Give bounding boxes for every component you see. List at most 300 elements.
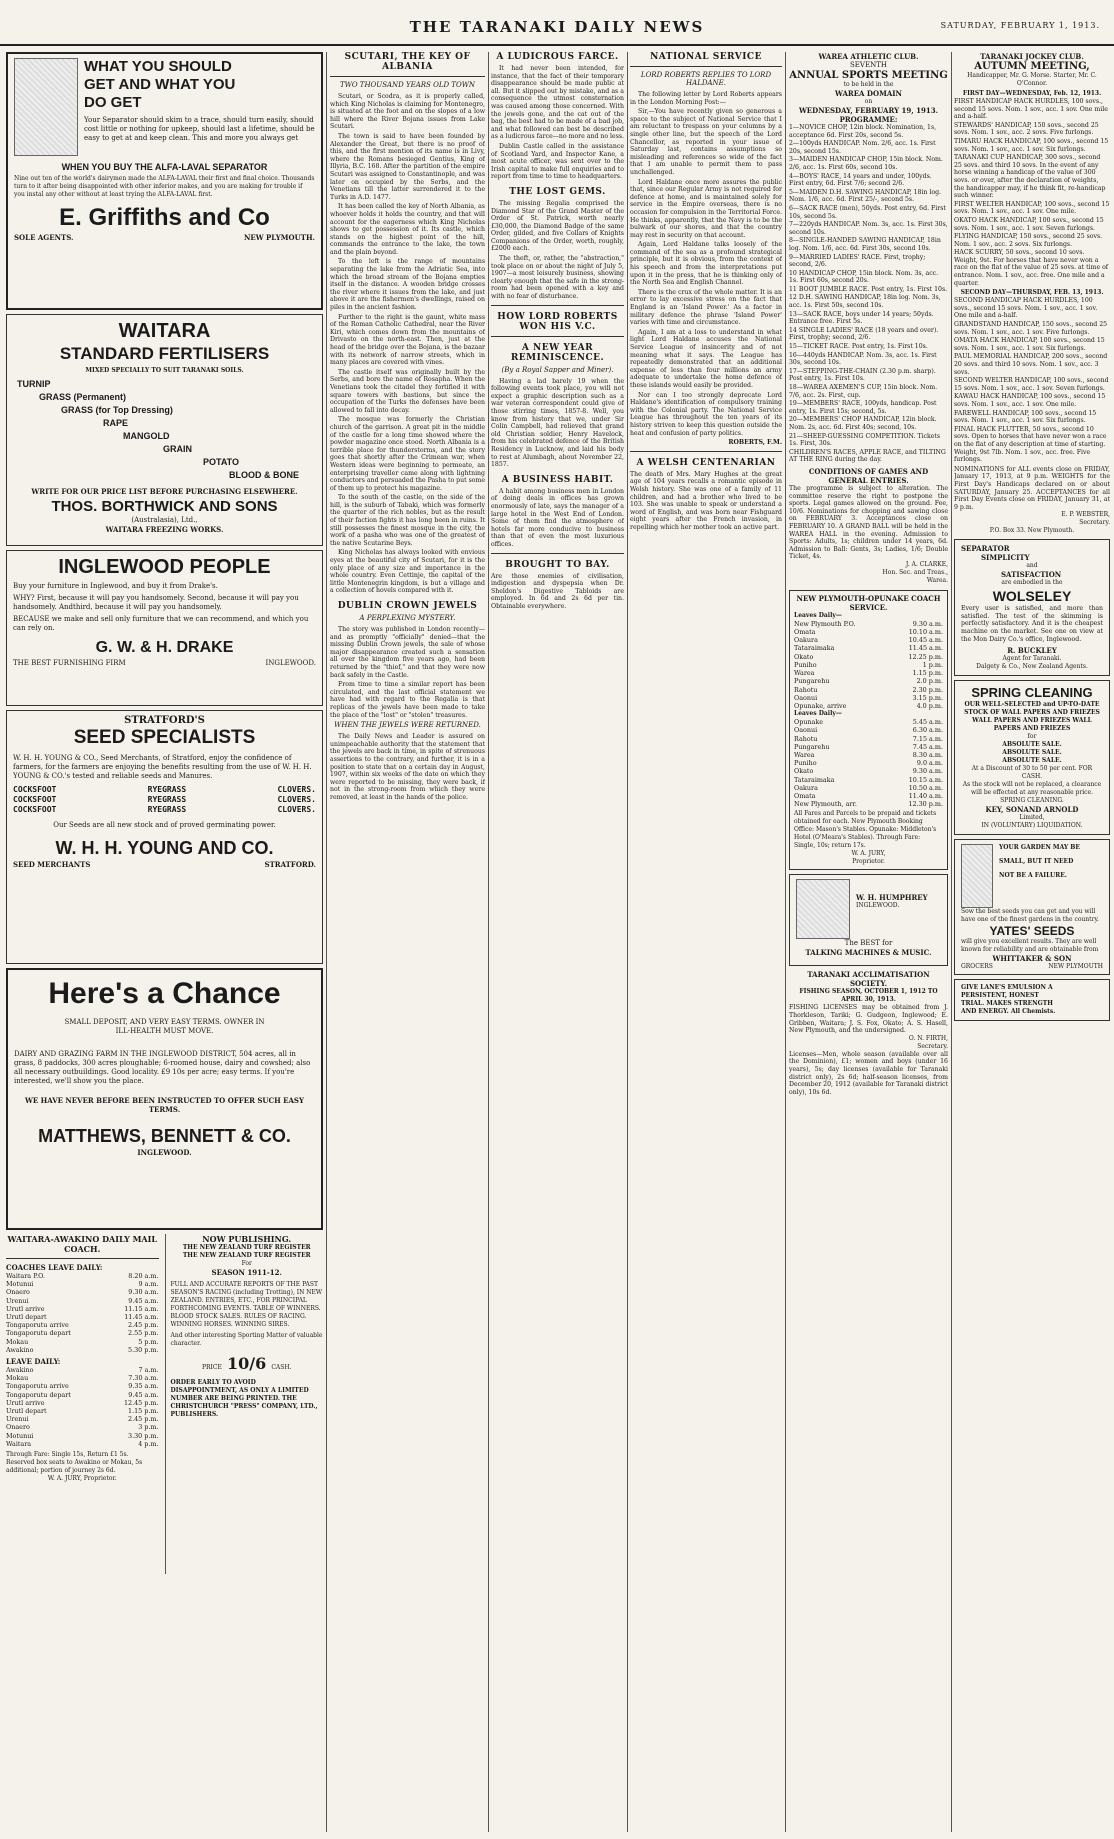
farce-article	[491, 65, 624, 181]
timetable-time: 11.45 a.m.	[908, 644, 943, 653]
fertiliser-item: BLOOD & BONE	[229, 470, 300, 480]
inglewood-why: WHY? First, because it will pay you handsomely. Second, because it will pay you handsomely. Andthird, because it will pay you handsomely.	[13, 594, 299, 611]
timetable-stop: New Plymouth, arr.	[794, 800, 857, 809]
timetable-row	[794, 751, 943, 759]
whittaker-grocers: GROCERS	[961, 963, 993, 971]
timetable-row	[794, 661, 943, 669]
alfa-body: Your Separator should skim to a trace, should turn easily, should cost little or nothing for upkeep, should last a lifetime, should be easy to get at and keep clean. This and more you always get	[84, 116, 315, 142]
column-rule	[627, 52, 628, 1832]
timetable-stop: Motunui	[6, 1431, 34, 1440]
vc-article	[491, 378, 624, 469]
masthead	[0, 18, 1114, 46]
timetable-stop: Tongaporutu depart	[6, 1329, 71, 1338]
dublin-headline: DUBLIN CROWN JEWELS	[337, 601, 478, 611]
lane-line-1: GIVE LANE'S EMULSION A	[961, 984, 1053, 992]
sports-sign-2: Hon. Sec. and Treas.,	[882, 568, 948, 576]
column-news	[491, 52, 624, 1834]
timetable-stop: Tongaporutu arrive	[6, 1321, 69, 1330]
alfa-headline-3: DO GET	[84, 94, 142, 111]
opunake-title: NEW PLYMOUTH-OPUNAKE COACH SERVICE.	[796, 593, 941, 612]
timetable-time: 9.35 a.m.	[128, 1382, 159, 1391]
column-scutari	[330, 52, 485, 1834]
jockey-sign: E. P. WEBSTER,	[1061, 511, 1110, 519]
timetable-row	[794, 644, 943, 652]
coach-leave: COACHES LEAVE DAILY:	[6, 1263, 103, 1272]
timetable-stop: Warea	[794, 750, 815, 759]
timetable-stop: Omata	[794, 791, 816, 800]
timetable-stop: Urutl depart	[6, 1407, 47, 1416]
opunake-note: All Fares and Parcels to be prepaid and tickets obtained for each. New Plymouth Booking Office: Mason's Stables. Opunake: Middleton's Hotel (O'Meara's Stables). Through Fare: Single, 10s; return 17s.	[794, 810, 937, 850]
acclimatisation-ad	[789, 970, 948, 1096]
opunake-coach-ad	[789, 590, 948, 870]
wolseley-embodied: are embodied in the	[1001, 579, 1063, 587]
seed-title: STRATFORD'S	[124, 715, 205, 726]
waitara-title: WAITARA	[118, 320, 211, 342]
farce-paragraph: Dublin Castle called in the assistance of Scotland Yard, and Inspector Kane, a most acute officer, was sent over to the Irish capital to make full enquiries and to report from time to time to headquarters.	[491, 142, 624, 181]
opunake-leave-2: Leaves Daily—	[794, 710, 842, 718]
gramophone-illustration	[796, 879, 850, 939]
timetable-stop: Tataraimaka	[794, 644, 835, 653]
business-headline: A BUSINESS HABIT.	[501, 474, 614, 485]
inglewood-title: INGLEWOOD PEOPLE	[58, 556, 271, 578]
timetable-stop: Opunake, arrive	[794, 701, 847, 710]
sports-sign: J. A. CLARKE,	[905, 560, 948, 568]
timetable-time: 9 a.m.	[138, 1280, 159, 1289]
sports-event: 7—220yds HANDICAP. Nom. 3s, acc. 1s. First 30s, second 10s.	[789, 221, 948, 236]
service-paragraph: Again, I am at a loss to understand in what light Lord Haldane accuses the National Service League of insincerity and of not meaning what it says. The League has repeatedly demonstrated that an additional expense of less than four millions an army adequate to undertake the home defence of these islands would easily be provided.	[630, 328, 782, 389]
sports-event: 20—MEMBERS' CHOP HANDICAP, 12in block. Nom. 2s, acc. 6d. First 40s; second, 10s.	[789, 416, 937, 431]
waitara-fertilisers-ad	[6, 314, 323, 546]
turf-price-cash: CASH.	[271, 1364, 292, 1371]
timetable-row	[794, 726, 943, 734]
lanes-emulsion-ad	[954, 979, 1110, 1021]
sports-event: 1—NOVICE CHOP, 12in block. Nomination, 1s, acceptance 6d. First 20s, second 5s.	[789, 124, 937, 139]
welsh-headline: A WELSH CENTENARIAN	[636, 457, 776, 468]
drake-firm-right: INGLEWOOD.	[265, 659, 316, 667]
timetable-row	[6, 1382, 159, 1390]
sports-date: WEDNESDAY, FEBRUARY 19, 1913.	[798, 106, 939, 115]
yates-sow: Sow the best seeds you can get and you will have one of the finest gardens in the country.	[961, 908, 1099, 924]
timetable-time: 11.45 a.m.	[124, 1313, 159, 1322]
fertiliser-item: GRASS (Permanent)	[39, 392, 127, 402]
jockey-day-1: FIRST DAY—WEDNESDAY, Feb. 12, 1913.	[962, 90, 1102, 97]
yates-small: SMALL, BUT IT NEED	[999, 858, 1074, 866]
spring-for: for	[1027, 733, 1037, 741]
brought-headline: BROUGHT TO BAY.	[505, 559, 610, 570]
young-firm-right: STRATFORD.	[264, 860, 316, 869]
sports-event: 13—SACK RACE, boys under 14 years; 50yds. Entrance free. First 5s.	[789, 310, 934, 326]
lane-line-2: PERSISTENT, HONEST	[961, 992, 1039, 1000]
seed-row	[13, 785, 316, 795]
timetable-row	[794, 767, 943, 775]
farce-paragraph: It had never been intended, for instance, that the fact of their temporary disappearance should be made public at all. But it slipped out by mistake, and as a consequence the utmost consternation was caused among those concerned. With the jewels gone, and the cat out of the bag, the best had to be made of a bad job, and what followed can best be described as a ludicrous farce—no more and no less.	[491, 65, 624, 141]
timetable-time: 10.15 a.m.	[908, 775, 943, 784]
sports-title: ANNUAL SPORTS MEETING	[789, 70, 948, 81]
jockey-nominations: NOMINATIONS for ALL events close on FRIDAY, January 17, 1913, at 9 p.m. WEIGHTS for the First Day's Handicaps declared on or about SATURDAY, January 25. ACCEPTANCES for all First Day Events close on FRIDAY, January 31, at 9 p.m.	[954, 465, 1110, 511]
timetable-stop: Pungarehu	[794, 742, 830, 751]
timetable-stop: Okato	[794, 767, 814, 776]
seed-specialists-ad	[6, 710, 323, 964]
coach-timetable	[6, 1272, 159, 1354]
race-event: OMATA HACK HANDICAP, 100 sovs., second 15 sovs. Nom. 1 sov., acc. 1 sov. Six furlongs.	[954, 337, 1105, 352]
borthwick-sub: (Australasia), Ltd.,	[131, 516, 198, 524]
column-national-service	[630, 52, 782, 1834]
race-event: OKATO HACK HANDICAP, 100 sovs., second 15 sovs. Nom. 1 sov., acc. 1 sov. Seven furlongs.	[954, 216, 1104, 232]
timetable-row	[6, 1440, 159, 1448]
timetable-row	[794, 653, 943, 661]
coach-fares: Through Fare: Single 15s, Return £1 5s. Reserved box seats to Awakino or Mokau, 5s additional; portion of journey 2s 6d.	[6, 1451, 143, 1475]
waitara-title-2: STANDARD FERTILISERS	[59, 344, 270, 363]
masthead-date: SATURDAY, FEBRUARY 1, 1913.	[940, 21, 1100, 30]
timetable-stop: Onaero	[6, 1423, 30, 1432]
timetable-row	[794, 718, 943, 726]
race-event: TARANAKI CUP HANDICAP, 300 sovs., second 25 sovs. and third 10 sovs. In the event of any horse winning a handicap of the value of 300 sovs. or over, after the declaration of weights, the handicapper may, if he think fit, re-handicap such winner.	[954, 154, 1106, 200]
turf-order: ORDER EARLY TO AVOID DISAPPOINTMENT, AS ONLY A LIMITED NUMBER ARE BEING PRINTED. THE CHRISTCHURCH "PRESS" COMPANY, LTD., PUBLISHERS.	[170, 1379, 318, 1418]
timetable-row	[6, 1366, 159, 1374]
seed-cell: COCKSFOOT	[13, 795, 57, 804]
opunake-timetable-return	[794, 718, 943, 808]
yates-garden: YOUR GARDEN MAY BE	[999, 844, 1080, 852]
timetable-stop: Waitara	[6, 1439, 32, 1448]
service-paragraph: Nor can I too strongly deprecate Lord Haldane's identification of compulsory training with the Colonial party. The National Service League has throughout the ten years of its history striven to keep this question outside the heat and confusion of party politics.	[630, 391, 782, 437]
timetable-row	[6, 1321, 159, 1329]
timetable-row	[794, 759, 943, 767]
seed-stock: Our Seeds are all new stock and of proved germinating power.	[53, 821, 276, 829]
gardener-illustration	[961, 844, 993, 908]
timetable-stop: Mokau	[6, 1374, 29, 1383]
sports-event: 8—SINGLE-HANDED SAWING HANDICAP, 18in log. Nom. 1/6, acc. 6d. First 30s, second 10s.	[789, 237, 941, 252]
timetable-time: 9.45 a.m.	[128, 1390, 159, 1399]
race-event: KAWAU HACK HANDICAP, 100 sovs., second 15 sovs. Nom. 1 sov., acc. 1 sov. One mile.	[954, 393, 1106, 408]
timetable-row	[6, 1346, 159, 1354]
scutari-paragraph: The castle itself was originally built by the Serbs, and bore the name of Rosapha. When the Venetians took the citadel they fortified it with square towers with bastions, but since the occupation of the Turks the defenses have been allowed to fall into decay.	[330, 368, 485, 414]
coach-title: WAITARA-AWAKINO DAILY MAIL COACH.	[7, 1234, 157, 1254]
vc-paragraph: Having a lad barely 19 when the following events took place, you will not expect a graphic description such as a war veteran correspondent could give of those stirring times, 1857-8. Well, you know from history that we, under Sir Colin Campbell, had relieved that grand old Christian soldier, Henry Havelock, from his celebrated defence of the British Residency in Lucknow, and laid his body to rest at Alumbagh, about November 22, 1857.	[491, 377, 624, 469]
turf-body: FULL AND ACCURATE REPORTS OF THE PAST SEASON'S RACING (including Trotting), IN NEW ZEALAND. ENTRIES, ETC., FOR PRINCIPAL FORTHCOMING EVENTS. TABLE OF WINNERS. BLOOD STOCK SALES. RULES OF RACING. WINNING HORSES. WINNING SIRES.	[170, 1281, 323, 1328]
timetable-time: 1 p.m.	[922, 660, 943, 669]
timetable-stop: Pungarehu	[794, 677, 830, 686]
seed-cell: RYEGRASS	[147, 805, 187, 814]
seed-cell: COCKSFOOT	[13, 785, 57, 794]
spring-abs: ABSOLUTE SALE.	[1002, 741, 1062, 749]
timetable-row	[794, 735, 943, 743]
timetable-row	[6, 1329, 159, 1337]
timetable-time: 9.30 a.m.	[128, 1288, 159, 1297]
sports-event: 19—MEMBERS' RACE, 100yds, handicap. Post entry, 1s. First 15s; second, 5s.	[789, 400, 937, 415]
humphrey-town: INGLEWOOD.	[856, 902, 900, 910]
fertiliser-item: GRAIN	[163, 444, 192, 454]
coach-proprietor: W. A. JURY, Proprietor.	[47, 1475, 117, 1483]
acclim-season: FISHING SEASON, OCTOBER 1, 1912 TO APRIL 30, 1913.	[799, 988, 938, 1004]
sports-event: 11 BOOT JUMBLE RACE. Post entry, 1s. First 10s.	[789, 285, 948, 293]
timetable-stop: Omata	[794, 628, 816, 637]
timetable-row	[794, 620, 943, 628]
reminiscence-byline: (By a Royal Sapper and Miner).	[501, 365, 614, 374]
waitara-write: WRITE FOR OUR PRICE LIST BEFORE PURCHASING ELSEWHERE.	[31, 487, 298, 496]
seed-cell: CLOVERS.	[277, 805, 316, 814]
chance-never: WE HAVE NEVER BEFORE BEEN INSTRUCTED TO OFFER SUCH EASY TERMS.	[25, 1096, 304, 1114]
separator-illustration	[14, 58, 78, 156]
timetable-row	[6, 1415, 159, 1423]
timetable-time: 2.45 p.m.	[128, 1321, 159, 1330]
race-event: FLYING HANDICAP, 150 sovs., second 25 sovs. Nom. 1 sov., acc. 2 sovs. Six furlongs.	[954, 233, 1103, 248]
timetable-time: 3.30 p.m.	[128, 1431, 159, 1440]
timetable-time: 7.15 a.m.	[912, 734, 943, 743]
griffiths-firm: E. Griffiths and Co	[59, 204, 270, 231]
sports-event: 21—SHEEP-GUESSING COMPETITION. Tickets 1s. First, 30s.	[789, 432, 941, 448]
scutari-headline: SCUTARI, THE KEY OF ALBANIA	[344, 52, 471, 72]
dublin-paragraph: From time to time a similar report has been circulated, and the last official statement we have had with regard to the Regalia is that replicas of the jewels have been made to take the place of the "lost" or "stolen" treasures.	[330, 681, 485, 719]
fertiliser-item: MANGOLD	[123, 431, 170, 441]
service-paragraph: The following letter by Lord Roberts appears in the London Morning Post:—	[630, 91, 782, 106]
wolseley-ad	[954, 539, 1110, 676]
borthwick-firm: THOS. BORTHWICK AND SONS	[51, 498, 278, 515]
inglewood-people-ad	[6, 550, 323, 706]
timetable-stop: Urutl depart	[6, 1313, 47, 1322]
timetable-stop: Urutl arrive	[6, 1304, 45, 1313]
sports-event: 14 SINGLE LADIES' RACE (18 years and over). First, trophy; second, 2/6.	[789, 326, 939, 342]
sports-on: on	[864, 98, 873, 105]
timetable-time: 9.45 a.m.	[128, 1296, 159, 1305]
sports-event: 6—SACK RACE (men), 50yds. Post entry, 6d. First 10s, second 5s.	[789, 204, 946, 220]
timetable-stop: Opunake	[794, 718, 824, 727]
yates-seeds-ad	[954, 839, 1110, 975]
lane-line-3: TRIAL. MAKES STRENGTH	[961, 1000, 1053, 1008]
young-firm: W. H. H. YOUNG AND CO.	[55, 838, 274, 858]
turf-reg-2: THE NEW ZEALAND TURF REGISTER	[182, 1252, 311, 1259]
humphrey-item: TALKING MACHINES & MUSIC.	[805, 948, 932, 958]
opunake-timetable	[794, 620, 943, 710]
business-article	[491, 488, 624, 549]
jockey-staff: Handicapper, Mr. G. Morse. Starter, Mr. C. O'Connor.	[967, 72, 1097, 87]
alfa-agents: SOLE AGENTS.	[14, 233, 74, 242]
key-firm: KEY, SONAND ARNOLD	[985, 805, 1079, 815]
service-subhead: LORD ROBERTS REPLIES TO LORD HALDANE.	[640, 71, 772, 87]
wolseley-body: Every user is satisfied, and more than satisfied. The test of the skimming is perfectly satisfactory. And it is the cheapest machine on the market. See one on view at the Mon Dairy Co.'s office, Inglewood.	[961, 605, 1103, 643]
seed-title-2: SEED SPECIALISTS	[73, 727, 256, 748]
acclim-sign-2: Secretary.	[917, 1042, 948, 1050]
sports-event: 5—MAIDEN D.H. SAWING HANDICAP, 18in log. Nom. 1/6, acc. 6d. First 25/-, second 5s.	[789, 188, 942, 204]
timetable-row	[6, 1313, 159, 1321]
timetable-time: 3.15 p.m.	[912, 693, 943, 702]
gems-paragraph: The missing Regalia comprised the Diamond Star of the Grand Master of the Order of St. Patrick, worth nearly £30,000, the Diamond Badge of the same Order, gilded, and five Collars of Knights Companions of the Order, worth, roughly, £2000 each.	[491, 199, 624, 253]
opunake-sign: W. A. JURY,	[851, 850, 886, 858]
jockey-events-day-1	[954, 98, 1110, 287]
timetable-row	[6, 1297, 159, 1305]
yates-body: will give you excellent results. They are well known for reliability and are obtainable from	[961, 938, 1099, 954]
timetable-stop: Oakura	[794, 636, 818, 645]
column-rule	[785, 52, 786, 1832]
inglewood-line1: Buy your furniture in Inglewood, and buy it from Drake's.	[13, 582, 218, 590]
fertiliser-item: TURNIP	[17, 379, 51, 389]
sports-sub: to be held in the	[843, 81, 894, 88]
chance-terms: SMALL DEPOSIT, AND VERY EASY TERMS. OWNER IN ILL-HEALTH MUST MOVE.	[64, 1018, 265, 1035]
seed-cell: RYEGRASS	[147, 795, 187, 804]
sports-event: 10 HANDICAP CHOP, 15in block. Nom. 3s, acc. 1s. First 60s, second 20s.	[789, 269, 939, 285]
service-paragraph: There is the crux of the whole matter. It is an error to lay excessive stress on the fact that England is an 'Island Power.' As a factor in military defence the phrase 'Island Power' varies with time and circumstance.	[630, 288, 782, 327]
timetable-time: 9.30 a.m.	[912, 767, 943, 776]
scutari-paragraph: To the left is the range of mountains separating the lake from the Adriatic Sea, into which the broad stream of the Bojana empties itself in the distance. A wooden bridge crosses the river where it issues from the lake, and just above it are the fishermen's dwellings, raised on piles in the ancient fashion.	[330, 258, 485, 312]
column-advertisements	[6, 52, 323, 1834]
opunake-leave: Leaves Daily—	[794, 611, 842, 619]
alfa-headline-1: WHAT YOU SHOULD	[84, 58, 232, 75]
farce-headline: A LUDICROUS FARCE.	[496, 52, 619, 62]
sports-programme: PROGRAMME:	[839, 115, 898, 124]
seed-cell: CLOVERS.	[277, 795, 316, 804]
timetable-time: 5 p.m.	[138, 1337, 159, 1346]
service-signature: ROBERTS, F.M.	[728, 439, 782, 447]
timetable-stop: Awakino	[6, 1345, 34, 1354]
waitara-sub: MIXED SPECIALLY TO SUIT TARANAKI SOILS.	[85, 367, 244, 374]
seed-body: W. H. H. YOUNG & CO., Seed Merchants, of Stratford, enjoy the confidence of farmers, for the farmers are enjoying the benefits resulting from the use of W. H. H. YOUNG & CO.'s tested and reliable seeds and Manures.	[13, 754, 312, 780]
timetable-stop: Tongaporutu depart	[6, 1390, 71, 1399]
spring-well: OUR WELL-SELECTED and UP-TO-DATE STOCK OF WALL PAPERS AND FRIEZES WALL PAPERS AND FRIEZES WALL PAPERS AND FRIEZES	[964, 701, 1100, 733]
acclim-sign: O. N. FIRTH,	[908, 1034, 948, 1042]
wolseley-line-1: SEPARATOR	[961, 544, 1010, 554]
race-event: FIRST HANDICAP HACK HURDLES, 100 sovs., second 15 sovs. Nom. 1 sov., acc. 1 sov. One mile and a-half.	[954, 98, 1108, 121]
turf-price	[171, 1354, 324, 1373]
sports-event: 15—TICKET RACE. Post entry, 1s. First 10s.	[789, 343, 928, 351]
waitara-coach-ad	[6, 1234, 159, 1574]
timetable-time: 11.40 a.m.	[908, 791, 943, 800]
sports-conditions: CONDITIONS OF GAMES AND GENERAL ENTRIES.	[808, 466, 929, 485]
masthead-title: THE TARANAKI DAILY NEWS	[409, 18, 705, 36]
waitara-works: WAITARA FREEZING WORKS.	[105, 525, 224, 534]
matthews-firm: MATTHEWS, BENNETT & CO.	[38, 1126, 291, 1146]
matthews-town: INGLEWOOD.	[137, 1148, 192, 1157]
lane-line-4: AND ENERGY. All Chemists.	[961, 1008, 1056, 1016]
fertiliser-list	[13, 378, 316, 482]
timetable-time: 10.45 a.m.	[908, 636, 943, 645]
gems-article	[491, 200, 624, 301]
scutari-paragraph: It has been called the key of North Albania, as whoever holds it holds the country, and that will account for the eagerness which King Nicholas shows to get possession of it. Its castle, which stands on the highest point of the hill, commands the entrance to the lake, the town and the plain beyond.	[330, 203, 485, 256]
timetable-stop: Waitara P.O.	[6, 1272, 46, 1280]
race-event: HACK SCURRY, 50 sovs., second 10 sovs. Weight, 9st. For horses that have never won a race on the flat of the value of 25 sovs. at time of entrance. Nom. 1 sov., acc. free. One mile and a quarter.	[954, 249, 1109, 287]
wolseley-dalgety: Dalgety & Co., New Zealand Agents.	[976, 663, 1088, 671]
timetable-row	[794, 776, 943, 784]
young-firm-left: SEED MERCHANTS	[13, 860, 91, 869]
gems-headline: THE LOST GEMS.	[509, 186, 606, 197]
sports-event: 9—MARRIED LADIES' RACE. First, trophy; second, 2/6.	[789, 253, 926, 269]
timetable-row	[6, 1338, 159, 1346]
sports-event: 12 D.H. SAWING HANDICAP, 18in log. Nom. 3s, acc. 1s. First 50s, second 10s.	[789, 294, 941, 310]
sports-place: WAREA DOMAIN	[835, 89, 902, 98]
column-rule	[326, 52, 327, 1832]
dublin-subhead: A PERPLEXING MYSTERY.	[359, 614, 456, 622]
timetable-stop: Urutl arrive	[6, 1398, 45, 1407]
opunake-sign-2: Proprietor.	[852, 858, 885, 866]
dublin-paragraph: The Daily News and Leader is assured on unimpeachable authority that the statement that the jewels are back in time, in spite of strenuous assertions to the contrary, and further, it is in a position to state that on a certain day in August, 1907, within six weeks of the date on which they were reported to be missing, they were back, if not in the strong-room from which they were removed, at least in the hands of the police.	[330, 733, 485, 801]
race-event: STEWARDS' HANDICAP, 150 sovs., second 25 sovs. Nom. 1 sov., acc. 2 sovs. Five furlongs.	[954, 121, 1099, 137]
jockey-title-2: AUTUMN MEETING,	[974, 61, 1090, 72]
scutari-paragraph: King Nicholas has always looked with envious eyes at the beautiful city of Scutari, for it is the only place of any size and importance in the whole country. Even Cettinje, the capital of the little Montenegrin kingdom, is but a village and a collection of hovels compared with it.	[330, 549, 485, 595]
coach-turf-row	[6, 1234, 323, 1574]
coach-leave-2: LEAVE DAILY:	[6, 1357, 61, 1367]
timetable-row	[794, 677, 943, 685]
spring-abs: ABSOLUTE SALE.	[1002, 757, 1062, 765]
scutari-article	[330, 93, 485, 595]
humphrey-ad	[789, 874, 948, 966]
scutari-paragraph: Further to the right is the gaunt, white mass of the Roman Catholic Cathedral, near the River Kiri, which comes down from the mountains of Drivasto on the north-east. Then, just at the head of the bridge over the Bojana, is the bazaar with its network of narrow streets, which in many places are covered with vines.	[330, 313, 485, 367]
service-paragraph: Again, Lord Haldane talks loosely of the command of the sea as a profound strategical principle, but it is obvious, from the context of his speech and from the interpretations put upon it in the press, that he is thinking only of the North Sea and English Channel.	[630, 241, 782, 287]
timetable-time: 4 p.m.	[138, 1439, 159, 1448]
column-jockey-club	[954, 52, 1110, 1834]
alfa-slogan: WHEN YOU BUY THE ALFA-LAVAL SEPARATOR	[61, 162, 268, 172]
timetable-time: 2.45 p.m.	[128, 1415, 159, 1424]
sports-event: CHILDREN'S RACES, APPLE RACE, and TILTING AT THE RING during the day.	[789, 448, 946, 464]
wolseley-line-3: SATISFACTION	[1001, 570, 1062, 580]
scutari-paragraph: The mosque was formerly the Christian church of the garrison. A great pit in the middle of the castle for a long time showed where the powder magazine once stood. North Albania is a terrible place for thunderstorms, and the story goes that shortly after the Crimean war, when Western ideas were beginning to permeate, an enterprising traveller came along with lightning conductors and persuaded the Pasha to put some of them up to protect his magazine.	[330, 416, 485, 492]
timetable-time: 2.30 p.m.	[912, 685, 943, 694]
timetable-time: 5.30 p.m.	[128, 1345, 159, 1354]
fertiliser-item: RAPE	[103, 418, 129, 428]
timetable-time: 11.15 a.m.	[124, 1304, 159, 1313]
whittaker-town: NEW PLYMOUTH	[1048, 963, 1103, 971]
business-paragraph: A habit among business men in London of doing deals in offices has grown enormously of late, says the manager of a large hotel in the West End of London. Some of them find the atmosphere of hotels far more conducive to business than that of even the most luxurious offices.	[491, 487, 624, 548]
chance-title: Here's a Chance	[48, 977, 281, 1010]
coach-timetable-return	[6, 1366, 159, 1448]
timetable-row	[794, 669, 943, 677]
wolseley-line-2: SIMPLICITY	[981, 553, 1030, 563]
drake-firm: G. W. & H. DRAKE	[95, 639, 234, 656]
service-paragraph: Sir,—You have recently given so generous a space to the subject of National Service that I am reluctant to trespass on your columns by a single other line, but the speech of the Lord Chancellor, as reported in your issue of Saturday last, contains assumptions so misleading and references so wide of the fact that I am unable to permit them to pass unchallenged.	[630, 108, 782, 176]
spring-abs: ABSOLUTE SALE.	[1002, 749, 1062, 757]
timetable-row	[794, 792, 943, 800]
timetable-time: 12.25 p.m.	[908, 652, 943, 661]
scutari-paragraph: To the south of the castle, on the side of the hill, is the suburb of Tabaki, which was formerly the quarter of the rich nobles, but as the result of their faction fights it has long been in ruins. It still possesses the finest mosque in the city, the work of a pasha who was one of the greatest of the native Scutarine Beys.	[330, 494, 485, 547]
turf-price-label: PRICE	[201, 1364, 222, 1371]
column-sports	[789, 52, 948, 1834]
jockey-day-2: SECOND DAY—THURSDAY, FEB. 13, 1913.	[960, 289, 1104, 297]
timetable-stop: Mokau	[6, 1337, 29, 1346]
timetable-stop: Oaonui	[794, 726, 818, 735]
sports-events	[789, 124, 948, 464]
timetable-time: 2.55 p.m.	[128, 1329, 159, 1338]
sports-sign-3: Warea.	[926, 576, 948, 584]
spring-sc: SPRING CLEANING.	[1000, 797, 1064, 805]
jockey-box: P.O. Box 33. New Plymouth.	[989, 527, 1075, 535]
sports-club: WAREA ATHLETIC CLUB.	[818, 52, 919, 61]
turf-season: SEASON 1911-12.	[211, 1268, 282, 1277]
acclim-title: TARANAKI ACCLIMATISATION SOCIETY.	[807, 970, 930, 989]
seed-cell: COCKSFOOT	[13, 805, 57, 814]
timetable-row	[794, 743, 943, 751]
seed-row	[13, 795, 316, 805]
timetable-time: 8.20 a.m.	[128, 1272, 159, 1280]
gems-paragraph: The theft, or, rather, the "abstraction," took place on or about the night of July 5, 1907—a most leisurely business, showing clearly enough that the safe in the strong-room had been opened with a key and with no fear of disturbance.	[491, 255, 624, 301]
turf-note: And other interesting Sporting Matter of valuable character.	[170, 1332, 323, 1347]
timetable-row	[6, 1391, 159, 1399]
yates-failure: NOT BE A FAILURE.	[999, 872, 1067, 880]
alfa-headline-2: GET AND WHAT YOU	[84, 76, 236, 93]
sports-event: 17—STEPPING-THE-CHAIN (2.30 p.m. sharp). Post entry, 1s. First 10s.	[789, 367, 936, 383]
race-event: PAUL MEMORIAL HANDICAP, 200 sovs., second 20 sovs. and third 10 sovs. Nom. 1 sov., acc. 3 sovs.	[954, 353, 1108, 376]
sports-seventh: SEVENTH	[850, 61, 887, 69]
timetable-time: 4.0 p.m.	[916, 701, 943, 710]
seed-row	[13, 805, 316, 815]
turf-reg-1: THE NEW ZEALAND TURF REGISTER	[182, 1244, 311, 1251]
timetable-row	[794, 686, 943, 694]
timetable-stop: Oaonui	[794, 693, 818, 702]
race-event: FIRST WELTER HANDICAP, 100 sovs., second 15 sovs. Nom. 1 sov., acc. 1 sov. One mile.	[954, 200, 1110, 216]
dublin-subhead-2: WHEN THE JEWELS WERE RETURNED.	[334, 721, 481, 730]
timetable-stop: Oakura	[794, 783, 818, 792]
dublin-article	[330, 626, 485, 719]
timetable-stop: Tongaporutu arrive	[6, 1382, 69, 1391]
timetable-time: 10.10 a.m.	[908, 628, 943, 637]
timetable-time: 6.30 a.m.	[912, 726, 943, 735]
wolseley-and: and	[1026, 562, 1038, 570]
